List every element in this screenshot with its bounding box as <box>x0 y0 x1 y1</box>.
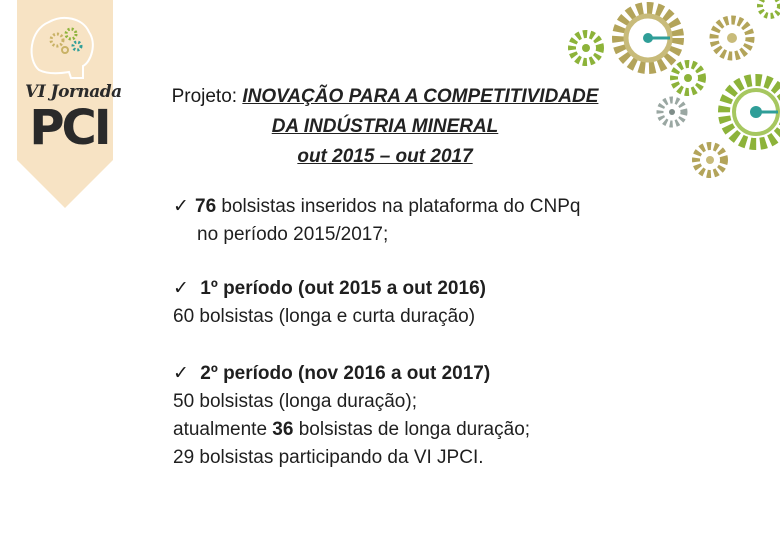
title-line-1 <box>130 82 640 112</box>
title-line-2 <box>130 112 640 142</box>
check-icon: ✓ <box>173 363 189 384</box>
bullet-first-period <box>173 275 486 331</box>
bullet-second-period <box>173 360 530 472</box>
check-icon: ✓ <box>173 278 189 299</box>
participants-line: 29 bolsistas participando da VI JPCI. <box>173 447 484 468</box>
period-detail: 50 bolsistas (longa duração); <box>173 391 417 412</box>
logo-subtitle: VI Jornada <box>25 82 122 102</box>
period-heading: 2º período (nov 2016 a out 2017) <box>200 363 491 384</box>
current-count: 36 <box>272 419 294 440</box>
current-scholarships <box>173 416 530 444</box>
jornada-pci-logo <box>17 0 122 208</box>
logo-title: PCI <box>29 100 109 156</box>
title-project-name: INOVAÇÃO PARA A COMPETITIVIDADE <box>242 86 599 107</box>
title-period: out 2015 – out 2017 <box>297 146 473 167</box>
current-suffix: bolsistas de longa duração; <box>293 419 531 440</box>
period-heading: 1º período (out 2015 a out 2016) <box>200 278 486 299</box>
current-prefix: atualmente <box>173 419 273 440</box>
bullet-total-scholarships <box>173 193 581 249</box>
title-prefix: Projeto: <box>171 86 243 107</box>
bullet-text: bolsistas inseridos na plataforma do CNPq <box>216 196 581 217</box>
check-icon: ✓ <box>173 196 189 217</box>
title-line-3 <box>130 142 640 172</box>
title-project-name-cont: DA INDÚSTRIA MINERAL <box>271 116 499 137</box>
project-title <box>130 82 640 172</box>
bullet-text-cont: no período 2015/2017; <box>197 224 389 245</box>
period-detail: 60 bolsistas (longa e curta duração) <box>173 306 476 327</box>
total-count: 76 <box>195 196 217 217</box>
